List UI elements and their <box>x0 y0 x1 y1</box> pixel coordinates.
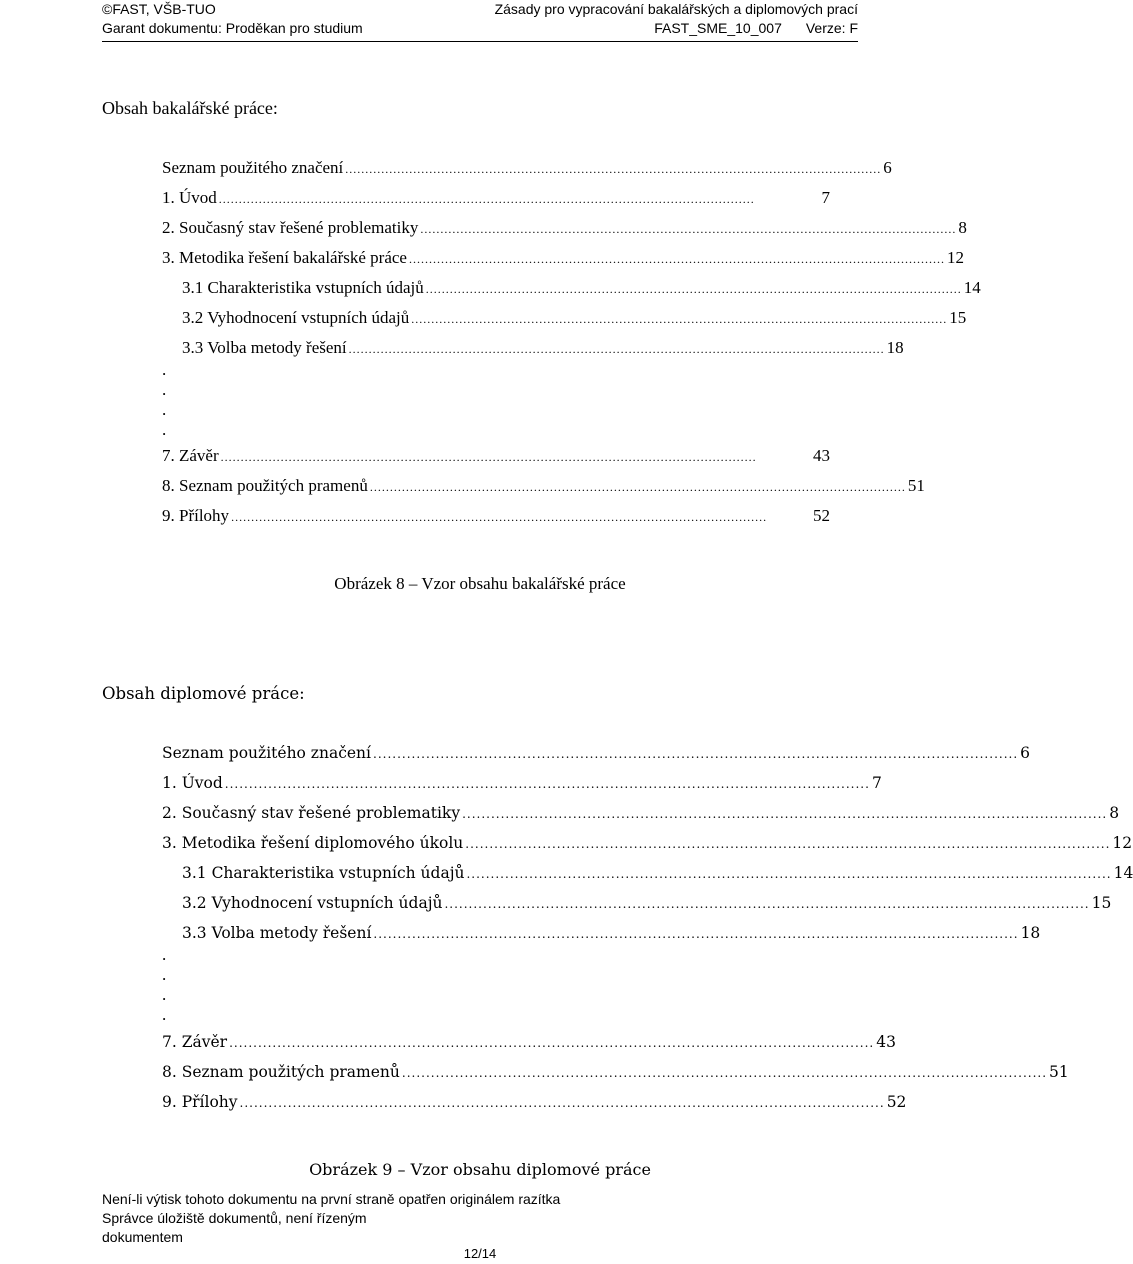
toc-entry-label: 8. Seznam použitých pramenů <box>162 1063 400 1081</box>
toc-leader-dots: ...................................................................................................................................... <box>401 1066 1048 1080</box>
toc-subentry <box>182 276 981 300</box>
toc-leader-dots: ...................................................................................................................................... <box>218 192 755 206</box>
figure-caption-bachelor: Obrázek 8 – Vzor obsahu bakalářské práce <box>334 574 626 593</box>
toc-leader-dots: ...................................................................................................................................... <box>411 312 948 326</box>
bachelor-toc-heading: Obsah bakalářské práce: <box>102 98 278 118</box>
toc-entry-label: 1. Úvod <box>162 188 217 207</box>
toc-entry-label: 3.2 Vyhodnocení vstupních údajů <box>182 308 410 327</box>
toc-entry <box>162 186 830 210</box>
toc-entry-page: 12 <box>946 248 964 267</box>
toc-entry-label: 7. Závěr <box>162 446 219 465</box>
toc-leader-dots: ...................................................................................................................................... <box>229 1036 875 1050</box>
toc-entry-page: 7 <box>821 188 830 207</box>
diploma-toc-heading: Obsah diplomové práce: <box>102 684 305 703</box>
toc-leader-dots: ...................................................................................................................................... <box>465 837 1111 851</box>
toc-leader-dots: ...................................................................................................................................... <box>425 282 962 296</box>
ellipsis-dot: . <box>162 360 167 379</box>
figure-caption-diploma: Obrázek 9 – Vzor obsahu diplomové práce <box>309 1160 651 1179</box>
toc-leader-dots: ...................................................................................................................................... <box>373 747 1019 761</box>
toc-entry-page: 15 <box>949 308 967 327</box>
toc-entry-page: 14 <box>1113 864 1133 882</box>
toc-entry-page: 8 <box>1109 804 1120 822</box>
toc-entry-page: 43 <box>876 1033 896 1051</box>
toc-entry-page: 52 <box>886 1093 907 1111</box>
toc-entry-page: 15 <box>1091 894 1112 912</box>
header-document-code: FAST_SME_10_007 <box>654 20 782 36</box>
toc-entry-label: Seznam použitého značení <box>162 158 344 177</box>
toc-entry <box>162 1030 896 1054</box>
toc-entry-label: 3. Metodika řešení bakalářské práce <box>162 248 407 267</box>
toc-leader-dots: ...................................................................................................................................... <box>224 777 870 791</box>
ellipsis-dot: . <box>162 985 167 1004</box>
toc-entry-label: 8. Seznam použitých pramenů <box>162 476 368 495</box>
toc-subentry <box>182 306 967 330</box>
toc-entry-page: 12 <box>1112 834 1133 852</box>
toc-entry <box>162 246 964 270</box>
toc-entry-page: 51 <box>1049 1063 1069 1081</box>
toc-entry-page: 7 <box>871 774 882 792</box>
toc-entry-label: 7. Závěr <box>162 1033 228 1051</box>
toc-entry-page: 14 <box>963 278 981 297</box>
footer-line: dokumentem <box>102 1229 183 1245</box>
toc-entry-label: 3.3 Volba metody řešení <box>182 338 347 357</box>
toc-entry-page: 18 <box>886 338 904 357</box>
toc-entry-label: Seznam použitého značení <box>162 744 371 762</box>
ellipsis-dot: . <box>162 400 167 419</box>
toc-entry-label: 9. Přílohy <box>162 506 230 525</box>
toc-entry-label: 3. Metodika řešení diplomového úkolu <box>162 834 464 852</box>
toc-entry <box>162 156 892 180</box>
page-footer <box>102 1190 560 1247</box>
toc-entry-page: 43 <box>813 446 830 465</box>
toc-entry-label: 3.1 Charakteristika vstupních údajů <box>182 278 424 297</box>
toc-entry-page: 51 <box>907 476 925 495</box>
toc-entry-page: 6 <box>1020 744 1031 762</box>
page-header <box>102 0 858 42</box>
toc-entry-label: 3.1 Charakteristika vstupních údajů <box>182 864 465 882</box>
toc-entry <box>162 216 967 240</box>
ellipsis-dot: . <box>162 965 167 984</box>
toc-entry-label: 1. Úvod <box>162 774 223 792</box>
toc-entry-page: 18 <box>1020 924 1041 942</box>
toc-entry-label: 3.3 Volba metody řešení <box>182 924 372 942</box>
toc-subentry <box>182 336 904 360</box>
toc-entry-page: 6 <box>883 158 892 177</box>
ellipsis-dot: . <box>162 945 167 964</box>
header-version: Verze: F <box>805 20 858 36</box>
toc-entry-page: 8 <box>958 218 967 237</box>
toc-entry <box>162 504 830 528</box>
footer-line: Není-li výtisk tohoto dokumentu na první straně opatřen originálem razítka <box>102 1191 561 1207</box>
header-copyright: ©FAST, VŠB-TUO <box>102 1 216 17</box>
toc-leader-dots: ...................................................................................................................................... <box>231 510 768 524</box>
toc-leader-dots: ...................................................................................................................................... <box>373 927 1019 941</box>
toc-entry <box>162 801 1120 825</box>
toc-subentry <box>182 921 1041 945</box>
toc-leader-dots: ...................................................................................................................................... <box>462 807 1108 821</box>
toc-leader-dots: ...................................................................................................................................... <box>345 162 882 176</box>
toc-entry-label: 2. Současný stav řešené problematiky <box>162 218 419 237</box>
toc-leader-dots: ...................................................................................................................................... <box>420 222 957 236</box>
toc-entry <box>162 474 925 498</box>
ellipsis-dot: . <box>162 380 167 399</box>
toc-entry-label: 2. Současný stav řešené problematiky <box>162 804 461 822</box>
ellipsis-dot: . <box>162 420 167 439</box>
toc-entry <box>162 741 1031 765</box>
footer-line: Správce úložiště dokumentů, není řízeným <box>102 1210 367 1226</box>
toc-entry <box>162 771 882 795</box>
toc-leader-dots: ...................................................................................................................................... <box>348 342 885 356</box>
toc-leader-dots: ...................................................................................................................................... <box>444 897 1090 911</box>
toc-entry <box>162 1060 1069 1084</box>
toc-leader-dots: ...................................................................................................................................... <box>220 450 757 464</box>
toc-subentry <box>182 861 1133 885</box>
toc-entry-label: 9. Přílohy <box>162 1093 238 1111</box>
toc-leader-dots: ...................................................................................................................................... <box>466 867 1112 881</box>
header-document-title: Zásady pro vypracování bakalářských a diplomových prací <box>494 1 858 17</box>
ellipsis-dot: . <box>162 1005 167 1024</box>
header-guarantor: Garant dokumentu: Proděkan pro studium <box>102 20 363 36</box>
toc-leader-dots: ...................................................................................................................................... <box>239 1096 885 1110</box>
page-number: 12/14 <box>463 1246 497 1261</box>
toc-entry <box>162 444 830 468</box>
toc-subentry <box>182 891 1112 915</box>
toc-entry-page: 52 <box>813 506 830 525</box>
toc-leader-dots: ...................................................................................................................................... <box>369 480 906 494</box>
toc-entry <box>162 1090 907 1114</box>
toc-entry <box>162 831 1133 855</box>
toc-leader-dots: ...................................................................................................................................... <box>408 252 945 266</box>
toc-entry-label: 3.2 Vyhodnocení vstupních údajů <box>182 894 443 912</box>
